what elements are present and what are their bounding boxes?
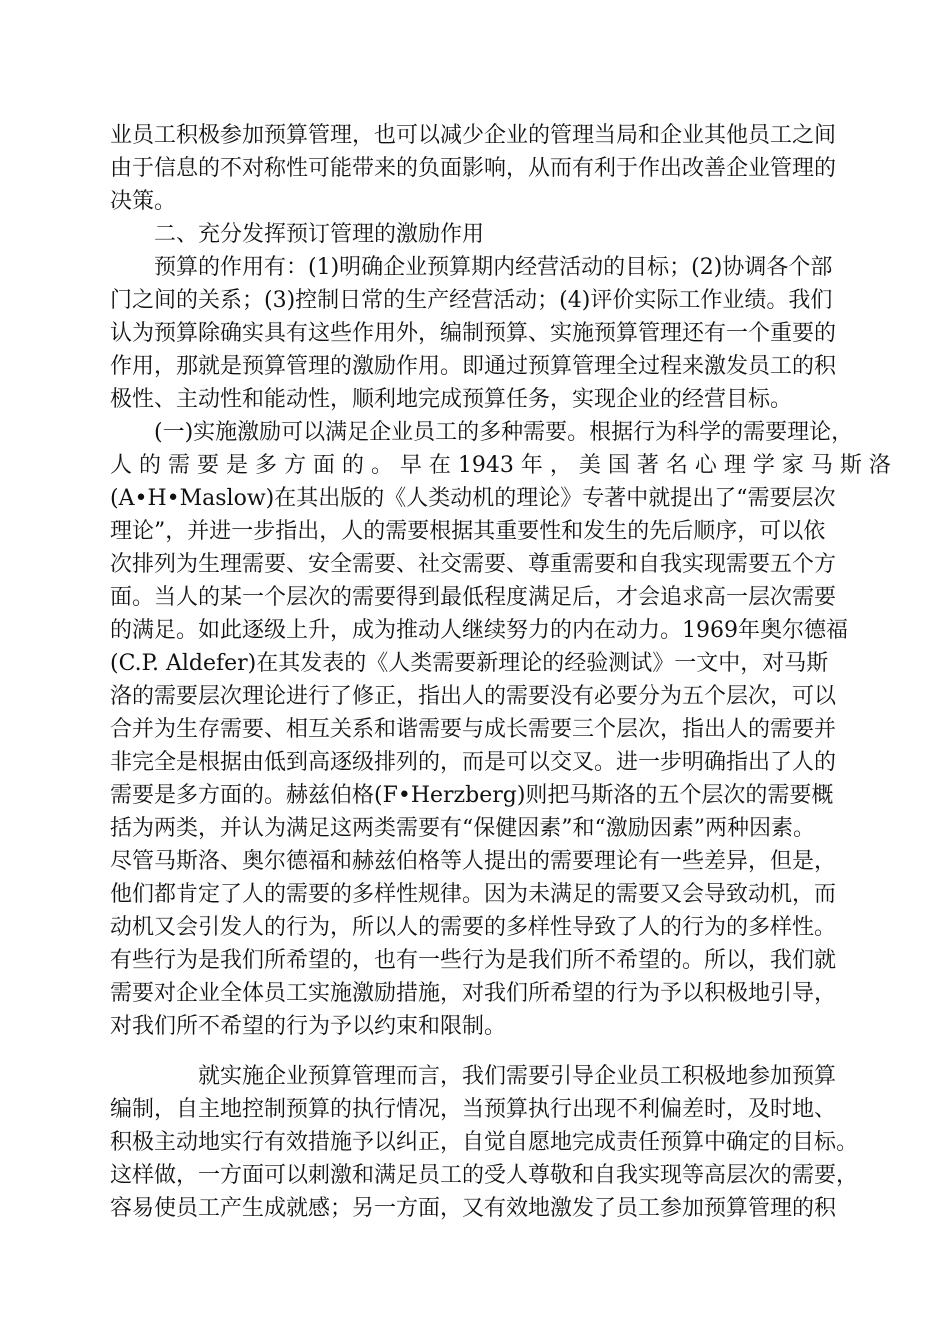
text-line: 他们都肯定了人的需要的多样性规律。因为未满足的需要又会导致动机，而 [110, 882, 837, 907]
text-line: 洛的需要层次理论进行了修正，指出人的需要没有必要分为五个层次，可以 [110, 684, 837, 709]
text-line: 合并为生存需要、相互关系和谐需要与成长需要三个层次，指出人的需要并 [110, 717, 837, 742]
text-line: 人 的 需 要 是 多 方 面 的 。 早 在 1943 年 ， 美 国 著 名 心 理 学 家 马 斯 洛 [110, 453, 891, 478]
text-line: 由于信息的不对称性可能带来的负面影响，从而有利于作出改善企业管理的 [110, 156, 837, 181]
text-line: 理论”，并进一步指出，人的需要根据其重要性和发生的先后顺序，可以依 [110, 519, 826, 544]
text-line: 括为两类，并认为满足这两类需要有“保健因素”和“激励因素”两种因素。 [110, 816, 815, 841]
text-line: 的满足。如此逐级上升，成为推动人继续努力的内在动力。1969年奥尔德福 [110, 618, 848, 643]
text-line: 需要对企业全体员工实施激励措施，对我们所希望的行为予以积极地引导， [110, 981, 837, 1006]
text-line: 认为预算除确实具有这些作用外，编制预算、实施预算管理还有一个重要的 [110, 321, 837, 346]
text-line: 极性、主动性和能动性，顺利地完成预算任务，实现企业的经营目标。 [110, 387, 793, 412]
text-line: 预算的作用有：(1)明确企业预算期内经营活动的目标；(2)协调各个部 [154, 255, 833, 280]
text-line: 门之间的关系；(3)控制日常的生产经营活动；(4)评价实际工作业绩。我们 [110, 288, 833, 313]
text-line: (C.P. Aldefer)在其发表的《人类需要新理论的经验测试》一文中，对马斯 [110, 651, 829, 676]
text-line: 作用，那就是预算管理的激励作用。即通过预算管理全过程来激发员工的积 [110, 354, 837, 379]
text-line: 编制，自主地控制预算的执行情况，当预算执行出现不利偏差时，及时地、 [110, 1097, 837, 1122]
text-line: 次排列为生理需要、安全需要、社交需要、尊重需要和自我实现需要五个方 [110, 552, 837, 577]
text-line: 需要是多方面的。赫兹伯格(F•Herzberg)则把马斯洛的五个层次的需要概 [110, 783, 834, 808]
text-line: (一)实施激励可以满足企业员工的多种需要。根据行为科学的需要理论， [154, 420, 854, 445]
section-heading: 二、充分发挥预订管理的激励作用 [154, 222, 485, 247]
text-line: 对我们所不希望的行为予以约束和限制。 [110, 1014, 507, 1039]
text-line: 这样做，一方面可以刺激和满足员工的受人尊敬和自我实现等高层次的需要， [110, 1163, 859, 1188]
text-line: 尽管马斯洛、奥尔德福和赫兹伯格等人提出的需要理论有一些差异，但是， [110, 849, 837, 874]
text-line: 积极主动地实行有效措施予以纠正，自觉自愿地完成责任预算中确定的目标。 [110, 1130, 859, 1155]
text-line: 就实施企业预算管理而言，我们需要引导企业员工积极地参加预算 [198, 1064, 837, 1089]
text-line: 决策。 [110, 189, 177, 214]
text-line: 面。当人的某一个层次的需要得到最低程度满足后，才会追求高一层次需要 [110, 585, 837, 610]
text-line: 容易使员工产生成就感；另一方面，又有效地激发了员工参加预算管理的积 [110, 1196, 837, 1221]
text-line: 有些行为是我们所希望的，也有一些行为是我们所不希望的。所以，我们就 [110, 948, 837, 973]
text-line: 业员工积极参加预算管理，也可以减少企业的管理当局和企业其他员工之间 [110, 123, 837, 148]
text-line: 非完全是根据由低到高逐级排列的，而是可以交叉。进一步明确指出了人的 [110, 750, 837, 775]
text-line: (A•H•Maslow)在其出版的《人类动机的理论》专著中就提出了“需要层次 [110, 486, 836, 511]
text-line: 动机又会引发人的行为，所以人的需要的多样性导致了人的行为的多样性。 [110, 915, 837, 940]
